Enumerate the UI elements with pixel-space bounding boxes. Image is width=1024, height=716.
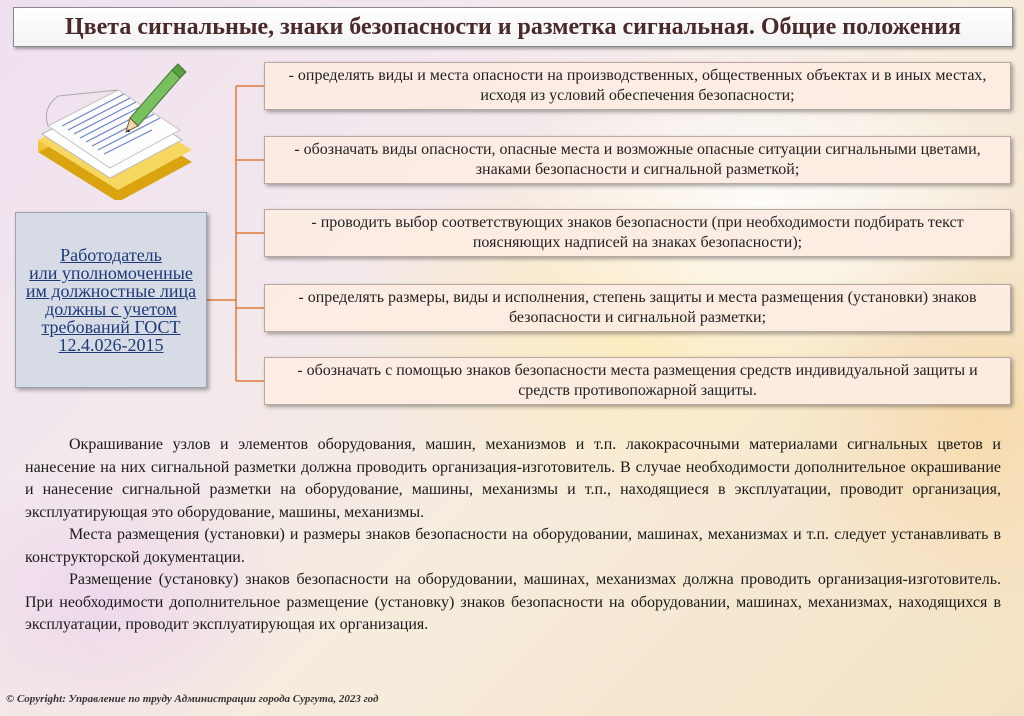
body-paragraph: Окрашивание узлов и элементов оборудования, машин, механизмов и т.п. лакокрасочными материалами сигнальных цветов и нанесение на них сигнальной разметки должна проводить организация-изготовитель. В случае необходимости дополнительное окрашивание и нанесение сигнальной разметки на оборудование, машины, механизмы и т.п., находящиеся в эксплуатации, проводит организация, эксплуатирующая это оборудование, машины, механизмы.: [25, 436, 1001, 521]
duty-box-3: [264, 209, 1011, 257]
body-text: [25, 434, 1001, 637]
duty-box-4: [264, 284, 1011, 332]
duty-text: - определять виды и места опасности на производственных, общественных объектах и в иных местах, исходя из условий обеспечения безопасности;: [288, 67, 987, 104]
employer-text: Работодатель или уполномоченные им должностные лица должны с учетом требований ГОСТ 12.4.026-2015: [25, 245, 197, 355]
body-paragraph: Места размещения (установки) и размеры знаков безопасности на оборудовании, машинах, механизмах и т.п. следует устанавливать в конструкторской документации.: [25, 526, 1001, 566]
employer-box: [15, 212, 207, 388]
duty-text: - определять размеры, виды и исполнения, степень защиты и места размещения (установки) знаков безопасности и сигнальной разметки;: [298, 289, 977, 326]
duty-box-5: [264, 357, 1011, 405]
duty-box-2: [264, 136, 1011, 184]
title-bar: [13, 7, 1013, 47]
document-with-pen-icon: [32, 60, 192, 200]
duty-text: - проводить выбор соответствующих знаков безопасности (при необходимости подбирать текст поясняющих надписей на знаках безопасности);: [311, 214, 964, 251]
duty-text: - обозначать с помощью знаков безопасности места размещения средств индивидуальной защиты и средств противопожарной защиты.: [297, 362, 978, 399]
duty-box-1: [264, 62, 1011, 110]
duty-text: - обозначать виды опасности, опасные места и возможные опасные ситуации сигнальными цветами, знаками безопасности и сигнальной разметкой;: [294, 141, 981, 178]
copyright-footer: © Copyright: Управление по труду Администрации города Сургута, 2023 год: [6, 693, 379, 705]
body-paragraph: Размещение (установку) знаков безопасности на оборудовании, машинах, механизмах должна проводить организация-изготовитель. При необходимости дополнительное размещение (установку) знаков безопасности на оборудовании, машинах, механизмах, находящихся в эксплуатации, проводит эксплуатирующая их организация.: [25, 571, 1001, 633]
page-title: Цвета сигнальные, знаки безопасности и разметка сигнальная. Общие положения: [65, 13, 961, 40]
